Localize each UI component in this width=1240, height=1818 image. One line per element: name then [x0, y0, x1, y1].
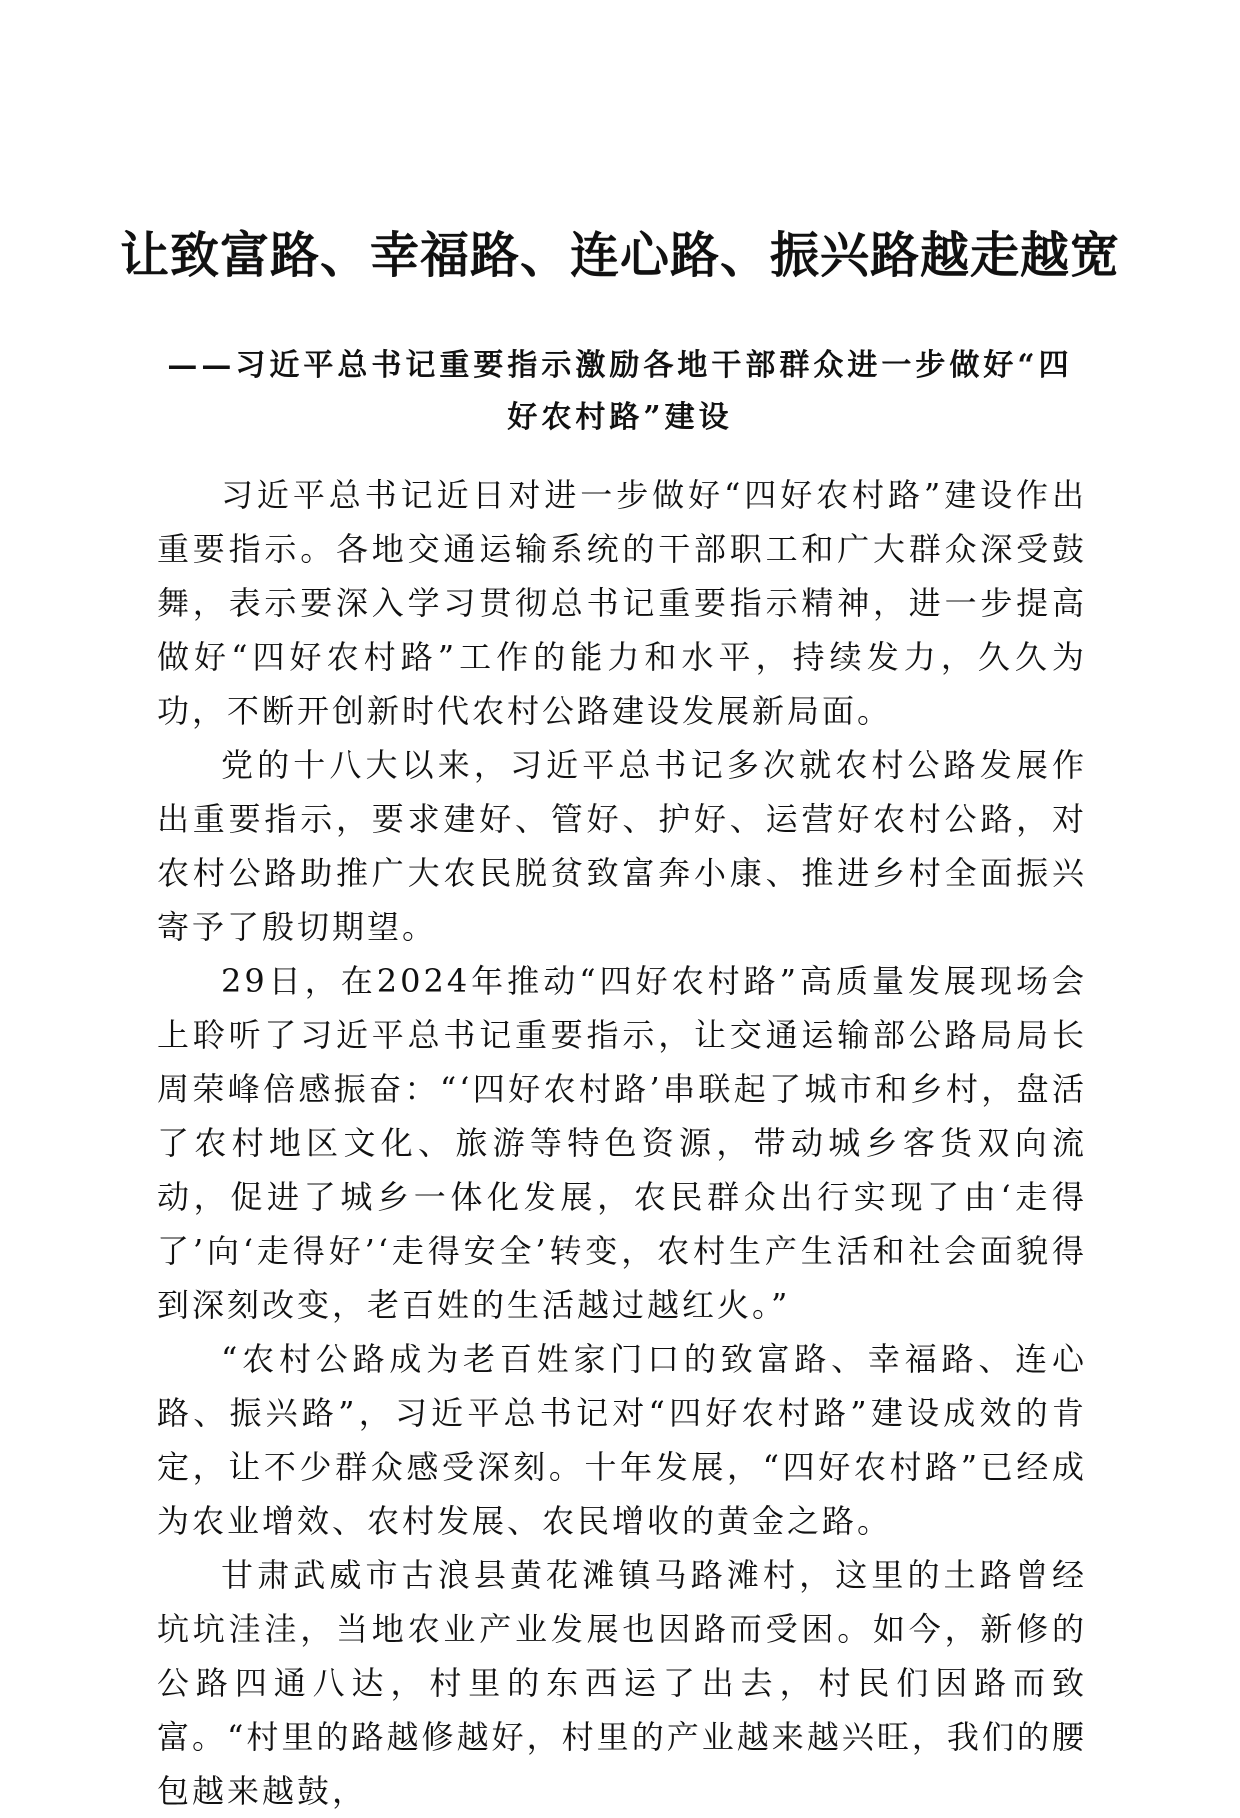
- document-subtitle: ——习近平总书记重要指示激励各地干部群众进一步做好“四好农村路”建设: [167, 348, 1073, 435]
- document-body: [157, 468, 1087, 1818]
- body-paragraph: 党的十八大以来，习近平总书记多次就农村公路发展作出重要指示，要求建好、管好、护好、运营好农村公路，对农村公路助推广大农民脱贫致富奔小康、推进乡村全面振兴寄予了殷切期望。: [157, 746, 1087, 946]
- body-paragraph: “农村公路成为老百姓家门口的致富路、幸福路、连心路、振兴路”，习近平总书记对“四好农村路”建设成效的肯定，让不少群众感受深刻。十年发展，“四好农村路”已经成为农业增效、农村发展、农民增收的黄金之路。: [157, 1340, 1087, 1540]
- body-paragraph: 习近平总书记近日对进一步做好“四好农村路”建设作出重要指示。各地交通运输系统的干部职工和广大群众深受鼓舞，表示要深入学习贯彻总书记重要指示精神，进一步提高做好“四好农村路”工作的能力和水平，持续发力，久久为功，不断开创新时代农村公路建设发展新局面。: [157, 476, 1087, 730]
- body-paragraph: 29日，在2024年推动“四好农村路”高质量发展现场会上聆听了习近平总书记重要指示，让交通运输部公路局局长周荣峰倍感振奋：“‘四好农村路’串联起了城市和乡村，盘活了农村地区文化、旅游等特色资源，带动城乡客货双向流动，促进了城乡一体化发展，农民群众出行实现了由‘走得了’向‘走得好’‘走得安全’转变，农村生产生活和社会面貌得到深刻改变，老百姓的生活越过越红火。”: [157, 962, 1087, 1324]
- document-title: 让致富路、幸福路、连心路、振兴路越走越宽: [119, 227, 1120, 284]
- body-paragraph: 甘肃武威市古浪县黄花滩镇马路滩村，这里的土路曾经坑坑洼洼，当地农业产业发展也因路而受困。如今，新修的公路四通八达，村里的东西运了出去，村民们因路而致富。“村里的路越修越好，村里的产业越来越兴旺，我们的腰包越来越鼓，: [157, 1556, 1087, 1810]
